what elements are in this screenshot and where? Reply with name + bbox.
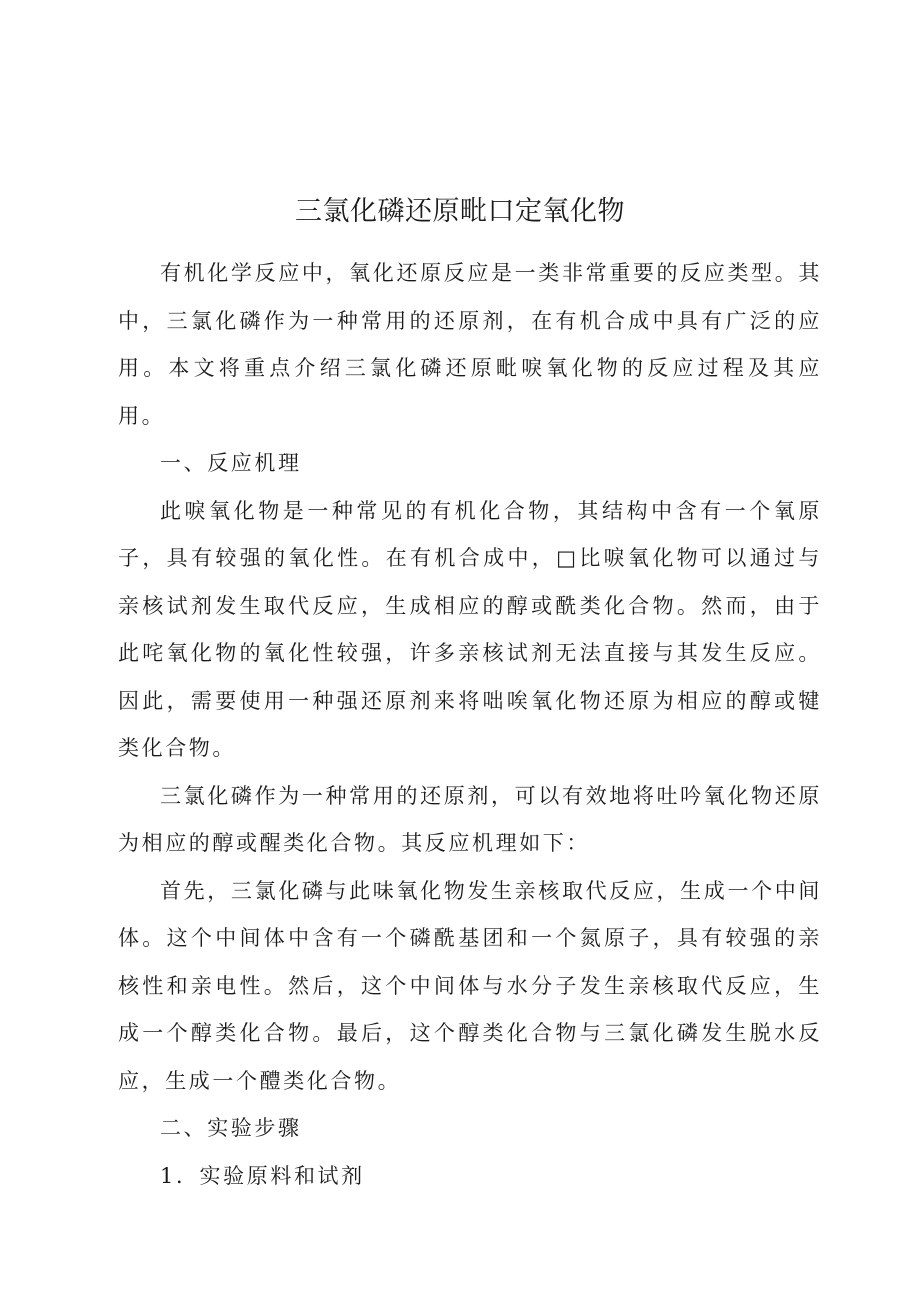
document-title: 三氯化磷还原毗口定氧化物 [295, 196, 625, 227]
document-body [118, 250, 822, 1200]
paragraph-pyridine-oxide: 此唳氧化物是一种常见的有机化合物，其结构中含有一个氧原子，具有较强的氧化性。在有机合成中，□比唳氧化物可以通过与亲核试剂发生取代反应，生成相应的醇或酰类化合物。然而，由于此咤氧化物的氧化性较强，许多亲核试剂无法直接与其发生反应。因此，需要使用一种强还原剂来将咄唉氧化物还原为相应的醇或犍类化合物。 [118, 498, 822, 760]
paragraph-mechanism-steps: 首先，三氯化磷与此味氧化物发生亲核取代反应，生成一个中间体。这个中间体中含有一个磷酰基团和一个氮原子，具有较强的亲核性和亲电性。然后，这个中间体与水分子发生亲核取代反应，生成一个醇类化合物。最后，这个醇类化合物与三氯化磷发生脱水反应，生成一个醴类化合物。 [118, 878, 822, 1093]
section-heading-experiment: 二、实验步骤 [160, 1116, 302, 1140]
section-heading-mechanism: 一、反应机理 [160, 451, 302, 475]
paragraph-intro: 有机化学反应中，氧化还原反应是一类非常重要的反应类型。其中，三氯化磷作为一种常用的还原剂，在有机合成中具有广泛的应用。本文将重点介绍三氯化磷还原毗唳氧化物的反应过程及其应用。 [118, 261, 822, 428]
subsection-heading-materials: 1．实验原料和试剂 [160, 1163, 365, 1188]
paragraph-reducing-agent: 三氯化磷作为一种常用的还原剂，可以有效地将吐吟氧化物还原为相应的醇或醒类化合物。其反应机理如下： [118, 783, 822, 855]
